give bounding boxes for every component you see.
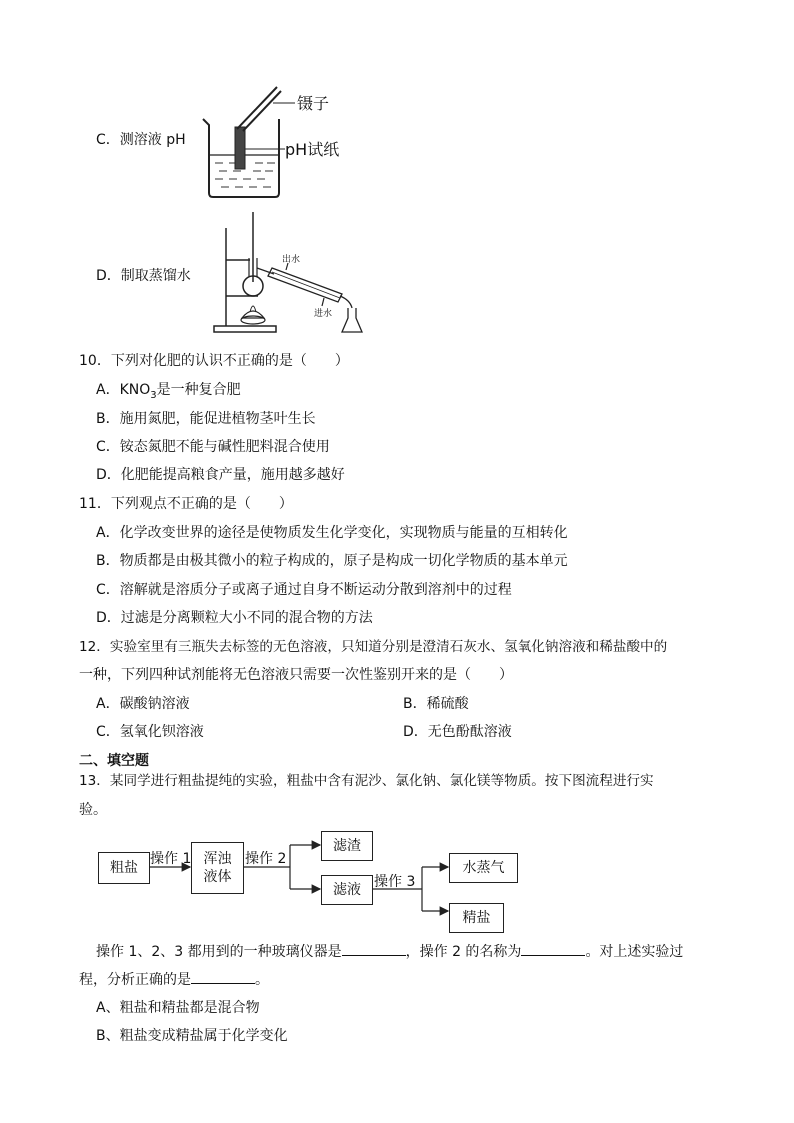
flow-turbid-line2: 液体 (203, 869, 232, 885)
option-c-label: C．测溶液 pH (96, 132, 186, 148)
q12-stem-line2: 一种，下列四种试剂能将无色溶液只需要一次性鉴别开来的是（ ） (79, 667, 513, 683)
q12-option-b: B．稀硫酸 (403, 696, 469, 712)
q13-fill-line1 (96, 941, 683, 962)
flow-residue-box: 滤渣 (321, 831, 373, 861)
q10-option-b: B．施用氮肥，能促进植物茎叶生长 (96, 411, 316, 427)
q12-stem-line1: 12．实验室里有三瓶失去标签的无色溶液，只知道分别是澄清石灰水、氢氧化钠溶液和稀盐酸中的 (79, 639, 668, 655)
section-heading: 二、填空题 (79, 753, 149, 769)
answer-blank-2[interactable] (521, 941, 585, 956)
flow-refined-salt-box: 精盐 (449, 903, 504, 933)
q13-fill-text-c: 。对上述实验过 (585, 944, 684, 960)
q13-option-a: A、粗盐和精盐都是混合物 (96, 1000, 260, 1016)
q12-option-a: A．碳酸钠溶液 (96, 696, 190, 712)
q10-option-a-prefix: A．KNO (96, 382, 151, 398)
ph-paper-label: pH试纸 (285, 140, 340, 159)
q13-stem-line1: 13．某同学进行粗盐提纯的实验，粗盐中含有泥沙、氯化钠、氯化镁等物质。按下图流程进行实 (79, 773, 654, 789)
q11-option-c: C．溶解就是溶质分子或离子通过自身不断运动分散到溶剂中的过程 (96, 582, 512, 598)
flow-crude-salt-box: 粗盐 (98, 852, 150, 884)
water-out-label: 出水 (282, 255, 301, 265)
flow-turbid-line1: 浑浊 (203, 851, 232, 867)
q10-option-c: C．铵态氮肥不能与碱性肥料混合使用 (96, 439, 330, 455)
flow-op1-label: 操作 1 (150, 851, 192, 867)
flow-filtrate-box: 滤液 (321, 875, 373, 905)
water-in-label: 进水 (314, 309, 333, 319)
flow-turbid-liquid-box (191, 842, 244, 894)
answer-blank-1[interactable] (342, 941, 406, 956)
q10-stem: 10．下列对化肥的认识不正确的是（ ） (79, 353, 349, 369)
tweezers-label: 镊子 (297, 94, 330, 113)
q12-option-d: D．无色酚酞溶液 (403, 724, 512, 740)
q11-stem: 11．下列观点不正确的是（ ） (79, 496, 293, 512)
q13-fill-text-a: 操作 1、2、3 都用到的一种玻璃仪器是 (96, 944, 342, 960)
q13-fill-text-d: 程，分析正确的是 (79, 972, 191, 988)
answer-blank-3[interactable] (191, 969, 255, 984)
option-d-label: D．制取蒸馏水 (96, 268, 191, 284)
q10-option-a-rest: 是一种复合肥 (156, 382, 241, 398)
q11-option-b: B．物质都是由极其微小的粒子构成的，原子是构成一切化学物质的基本单元 (96, 553, 568, 569)
q13-option-b: B、粗盐变成精盐属于化学变化 (96, 1028, 288, 1044)
flow-op3-label: 操作 3 (374, 874, 416, 890)
q10-option-d: D．化肥能提高粮食产量，施用越多越好 (96, 467, 345, 483)
q10-option-a-subscript: 3 (150, 389, 157, 401)
q13-stem-line2: 验。 (79, 802, 107, 818)
flow-op2-label: 操作 2 (245, 851, 287, 867)
q11-option-d: D．过滤是分离颗粒大小不同的混合物的方法 (96, 610, 373, 626)
q13-fill-line2 (79, 969, 269, 990)
q12-option-c: C．氢氧化钡溶液 (96, 724, 204, 740)
q13-fill-text-e: 。 (255, 972, 269, 988)
q13-fill-text-b: ，操作 2 的名称为 (405, 944, 522, 960)
q11-option-a: A．化学改变世界的途径是使物质发生化学变化，实现物质与能量的互相转化 (96, 525, 568, 541)
flow-vapor-box: 水蒸气 (449, 853, 518, 883)
